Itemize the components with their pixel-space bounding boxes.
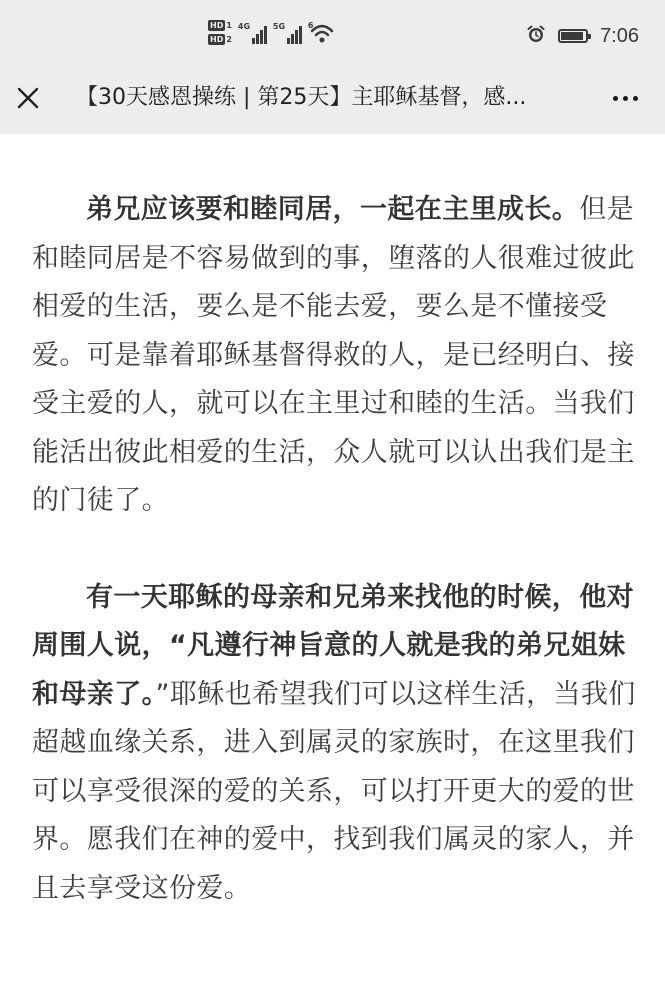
paragraph-2-text: ”耶稣也希望我们可以这样生活，当我们超越血缘关系，进入到属灵的家族时，在这里我们可以享受很深的爱的关系，可以打开更大的爱的世界。愿我们在神的爱中，找到我们属灵的家人，并且去享受这份爱。 — [32, 678, 636, 904]
article-body[interactable] — [32, 186, 636, 913]
more-dot-icon — [633, 96, 638, 101]
battery-icon — [558, 29, 588, 43]
hd-label: HD — [210, 21, 224, 30]
hd-sim-number: 1 — [226, 21, 232, 30]
paragraph-1-text: 但是和睦同居是不容易做到的事，堕落的人很难过彼此相爱的生活，要么是不能去爱，要么是不懂接受爱。可是靠着耶稣基督得救的人，是已经明白、接受主爱的人，就可以在主里过和睦的生活。当我们能活出彼此相爱的生活，众人就可以认出我们是主的门徒了。 — [32, 194, 635, 516]
status-left — [208, 20, 336, 45]
close-button[interactable] — [10, 80, 46, 116]
signal-strength-icon — [238, 22, 267, 44]
article-paragraph-1 — [32, 186, 636, 526]
paragraph-1-heading: 弟兄应该要和睦同居，一起在主里成长。 — [86, 194, 580, 225]
alarm-icon — [526, 24, 546, 48]
signal-strength-icon — [273, 22, 302, 44]
battery-level — [561, 32, 583, 40]
wifi-icon — [308, 21, 336, 45]
more-options-button[interactable] — [605, 82, 645, 114]
more-dot-icon — [623, 96, 628, 101]
hd-badge-1 — [208, 20, 232, 31]
more-dot-icon — [613, 96, 618, 101]
hd-label: HD — [210, 35, 224, 44]
hd-sim-number: 2 — [226, 35, 232, 44]
wifi-generation-label: 6 — [307, 20, 314, 30]
article-paragraph-2 — [32, 574, 636, 914]
hd-indicators — [208, 20, 232, 45]
paragraph-2-heading: 有一天耶稣的母亲和兄弟来找他的时候，他对周围人说，“凡遵行神旨意的人就是我的弟兄姐妹和母亲了。 — [32, 581, 634, 710]
status-time: 7:06 — [600, 24, 639, 47]
hd-badge-2 — [208, 34, 232, 45]
nav-bar — [0, 60, 665, 134]
network-type-label: 4G — [237, 21, 251, 31]
status-right — [526, 24, 639, 48]
network-type-label: 5G — [272, 21, 286, 31]
page-title: 【30天感恩操练 | 第25天】主耶稣基督，感... — [76, 85, 527, 110]
close-icon — [10, 80, 46, 116]
